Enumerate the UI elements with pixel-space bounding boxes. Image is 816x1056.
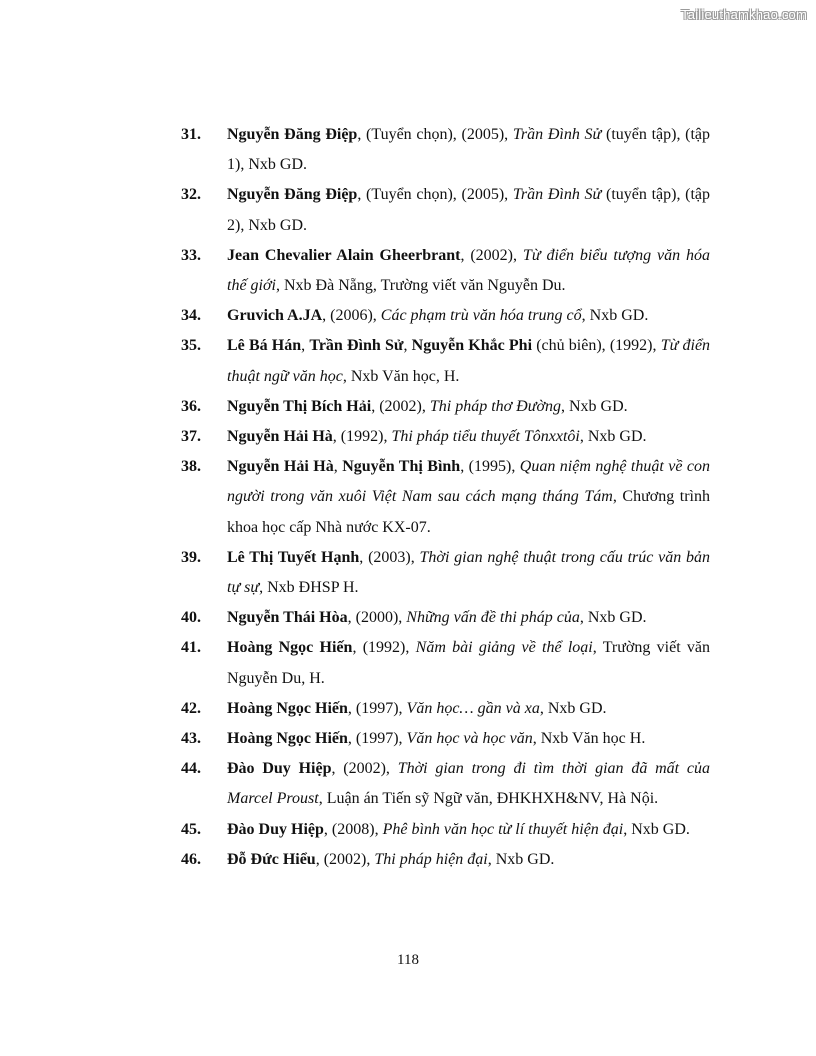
reference-item [0, 241, 816, 301]
reference-detail: , Nxb GD. [561, 397, 628, 415]
reference-author: Nguyễn Hải Hà [227, 428, 333, 446]
reference-text [227, 633, 710, 693]
reference-title: Năm bài giảng về thể loại [415, 639, 593, 657]
reference-text [227, 392, 710, 422]
reference-item [0, 180, 816, 240]
reference-number: 35. [181, 337, 201, 355]
reference-detail: , (2006), [322, 307, 381, 325]
reference-title: Trần Đình Sử [512, 126, 602, 143]
reference-item [0, 452, 816, 543]
reference-text [227, 241, 710, 301]
reference-item [0, 724, 816, 754]
reference-author: Nguyễn Thái Hòa [227, 609, 348, 627]
reference-text [227, 422, 710, 452]
reference-title: Quan niệm nghệ thuật về con người trong văn xuôi Việt Nam sau cách mạng tháng Tám [227, 458, 711, 506]
reference-number: 34. [181, 307, 201, 325]
reference-detail: , Nxb GD. [579, 428, 647, 446]
reference-title: Thi pháp tiểu thuyết Tônxxtôi [391, 428, 580, 446]
reference-number: 36. [181, 397, 201, 415]
reference-detail: (tuyển tập), (tập 1), Nxb GD. [227, 126, 711, 174]
reference-detail: , (1995), [460, 458, 520, 476]
reference-title: Văn học… gần và xa [406, 699, 540, 717]
reference-detail: , Nxb Văn học, H. [342, 367, 460, 385]
reference-number: 45. [181, 820, 201, 838]
reference-item [0, 694, 816, 724]
reference-title: Từ điển biểu tượng văn hóa thế giới [227, 246, 711, 295]
reference-text [227, 331, 710, 391]
reference-detail: , Nxb GD. [581, 307, 649, 325]
reference-item [0, 120, 816, 180]
watermark-text: Tailieuthamkhao.com [681, 7, 807, 22]
reference-title: Các phạm trù văn hóa trung cổ [380, 307, 582, 325]
reference-title: Những vấn đề thi pháp của [406, 609, 580, 627]
reference-number: 44. [181, 760, 201, 778]
reference-number: 37. [181, 428, 201, 446]
reference-list [0, 120, 816, 875]
reference-text [227, 543, 710, 603]
reference-author: Nguyễn Thị Bình [342, 458, 461, 476]
reference-text [227, 120, 710, 180]
reference-detail: , (1992), [332, 428, 392, 446]
reference-number: 32. [181, 186, 201, 204]
reference-item [0, 543, 816, 603]
reference-detail: , Trường viết văn Nguyễn Du, H. [227, 639, 711, 687]
reference-item [0, 603, 816, 633]
reference-number: 42. [181, 699, 201, 717]
reference-detail: , (1997), [347, 699, 407, 717]
reference-author: Trần Đình Sử [309, 337, 404, 355]
reference-item [0, 331, 816, 391]
reference-author: Hoàng Ngọc Hiến [227, 730, 348, 748]
reference-detail: , [333, 458, 343, 476]
reference-number: 40. [181, 609, 201, 627]
reference-text [227, 845, 710, 875]
reference-detail: , Chương trình khoa học cấp Nhà nước KX-07. [227, 488, 710, 536]
reference-detail: , Nxb GD. [623, 820, 690, 838]
reference-detail: , Nxb GD. [539, 699, 607, 717]
reference-item [0, 815, 816, 845]
reference-item [0, 422, 816, 452]
reference-author: Nguyễn Khắc Phi [411, 337, 533, 355]
reference-title: Từ điển thuật ngữ văn học [227, 337, 711, 385]
reference-text [227, 603, 710, 633]
reference-text [227, 180, 710, 240]
reference-author: Nguyễn Đăng Điệp [227, 126, 358, 143]
reference-detail: , (Tuyển chọn), (2005), [357, 186, 513, 204]
reference-detail: , Nxb Văn học H. [532, 730, 646, 748]
reference-author: Nguyễn Thị Bích Hải [227, 397, 372, 415]
reference-author: Nguyễn Đăng Điệp [227, 186, 358, 204]
reference-author: Đào Duy Hiệp [227, 820, 324, 838]
reference-author: Hoàng Ngọc Hiến [227, 699, 348, 717]
reference-title: Thi pháp hiện đại [374, 850, 488, 868]
reference-detail: , (2002), [460, 246, 523, 264]
reference-item [0, 301, 816, 331]
reference-detail: , (1997), [347, 730, 407, 748]
reference-detail: , (2008), [323, 820, 383, 838]
reference-detail: , Nxb GD. [579, 609, 647, 627]
reference-title: Văn học và học văn [406, 730, 533, 748]
reference-item [0, 754, 816, 814]
reference-item [0, 845, 816, 875]
reference-author: Jean Chevalier Alain Gheerbrant [227, 246, 461, 264]
reference-title: Thời gian nghệ thuật trong cấu trúc văn bản tự sự [227, 548, 711, 597]
reference-detail: , Nxb ĐHSP H. [259, 579, 359, 597]
reference-detail: , Luận án Tiến sỹ Ngữ văn, ĐHKHXH&NV, Hà Nội. [318, 790, 659, 808]
reference-text [227, 301, 710, 331]
reference-text [227, 452, 710, 543]
reference-detail: , (2003), [359, 548, 420, 566]
reference-text [227, 754, 710, 814]
page-number: 118 [397, 952, 419, 968]
reference-detail: , [403, 337, 412, 355]
reference-number: 43. [181, 730, 201, 748]
reference-author: Gruvich A.JA [227, 307, 323, 325]
reference-item [0, 633, 816, 693]
reference-detail: , [301, 337, 310, 355]
reference-text [227, 694, 710, 724]
reference-detail: , (2002), [331, 760, 398, 778]
reference-author: Nguyễn Hải Hà [227, 458, 334, 476]
reference-author: Lê Bá Hán [227, 337, 302, 355]
reference-number: 46. [181, 850, 201, 868]
reference-number: 39. [181, 548, 201, 566]
reference-author: Đỗ Đức Hiểu [227, 850, 316, 868]
reference-title: Thi pháp thơ Đường [429, 397, 561, 415]
reference-number: 33. [181, 246, 201, 264]
reference-number: 31. [181, 126, 201, 143]
reference-detail: , (2002), [371, 397, 430, 415]
reference-detail: , (1992), [352, 639, 416, 657]
reference-title: Thời gian trong đi tìm thời gian đã mất của Marcel Proust [227, 760, 710, 808]
reference-number: 41. [181, 639, 201, 657]
reference-number: 38. [181, 458, 201, 476]
reference-text [227, 815, 710, 845]
reference-detail: (tuyển tập), (tập 2), Nxb GD. [227, 186, 711, 234]
reference-author: Đào Duy Hiệp [227, 760, 332, 778]
reference-title: Phê bình văn học từ lí thuyết hiện đại [382, 820, 624, 838]
reference-text [227, 724, 710, 754]
reference-detail: , Nxb GD. [487, 850, 555, 868]
reference-author: Lê Thị Tuyết Hạnh [227, 548, 360, 566]
reference-item [0, 392, 816, 422]
reference-detail: , (2000), [347, 609, 407, 627]
reference-detail: , Nxb Đà Nẵng, Trường viết văn Nguyễn Du. [275, 277, 566, 295]
reference-author: Hoàng Ngọc Hiến [227, 639, 353, 657]
reference-title: Trần Đình Sử [512, 186, 602, 204]
reference-detail: , (2002), [315, 850, 375, 868]
reference-detail: (chủ biên), (1992), [532, 337, 661, 355]
reference-detail: , (Tuyển chọn), (2005), [357, 126, 513, 143]
